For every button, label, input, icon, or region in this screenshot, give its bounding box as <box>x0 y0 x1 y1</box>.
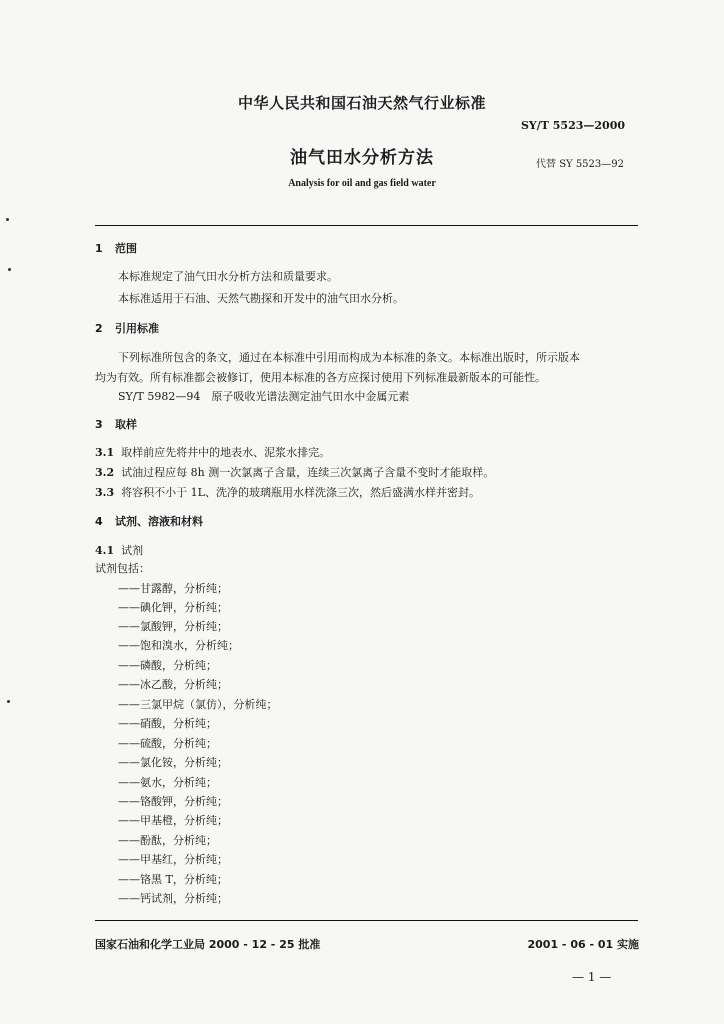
approval-statement: 国家石油和化学工业局 2000 - 12 - 25 批准 <box>95 938 321 951</box>
reagent-item: ——饱和溴水，分析纯； <box>118 639 239 652</box>
reagent-item: ——甲基橙，分析纯； <box>118 814 228 827</box>
subsection-4-1-heading: 4.1 试剂 <box>95 544 144 557</box>
reagent-item: ——氨水，分析纯； <box>118 776 217 789</box>
clause-3-3-text: 将容积不小于 1L、洗净的玻璃瓶用水样洗涤三次，然后盛满水样并密封。 <box>121 486 480 499</box>
clause-3-1-number: 3.1 <box>95 446 115 459</box>
header-divider <box>95 225 638 226</box>
clause-3-3 <box>95 484 480 500</box>
replaces-standard: 代替 SY 5523—92 <box>536 159 624 170</box>
clause-3-2-text: 试油过程应每 8h 测一次氯离子含量，连续三次氯离子含量不变时才能取样。 <box>121 466 495 479</box>
section-1-paragraph-1: 本标准规定了油气田水分析方法和质量要求。 <box>118 270 338 283</box>
section-2-paragraph-line-2: 均为有效。所有标准都会被修订，使用本标准的各方应探讨使用下列标准最新版本的可能性。 <box>95 371 546 384</box>
clause-3-2 <box>95 464 494 480</box>
section-4-heading: 4 试剂、溶液和材料 <box>95 515 203 528</box>
reagent-item: ——碘化钾，分析纯； <box>118 601 228 614</box>
section-1-heading: 1 范围 <box>95 242 137 255</box>
reagent-item: ——冰乙酸，分析纯； <box>118 678 228 691</box>
reagent-item: ——硝酸，分析纯； <box>118 717 217 730</box>
section-2-heading: 2 引用标准 <box>95 322 159 335</box>
issuing-authority-title: 中华人民共和国石油天然气行业标准 <box>237 94 486 112</box>
reagent-item: ——氯化铵，分析纯； <box>118 756 228 769</box>
reagent-item: ——磷酸，分析纯； <box>118 659 217 672</box>
reagent-item: ——钙试剂，分析纯； <box>118 892 228 905</box>
reagent-list-intro: 试剂包括： <box>95 562 150 575</box>
clause-3-2-number: 3.2 <box>95 466 115 479</box>
reagent-item: ——氯酸钾，分析纯； <box>118 620 228 633</box>
referenced-standard: SY/T 5982—94 原子吸收光谱法测定油气田水中金属元素 <box>118 390 410 403</box>
section-3-heading: 3 取样 <box>95 418 137 431</box>
clause-3-3-number: 3.3 <box>95 486 115 499</box>
footer-divider <box>95 920 638 921</box>
section-1-paragraph-2: 本标准适用于石油、天然气勘探和开发中的油气田水分析。 <box>118 292 404 305</box>
reagent-item: ——硫酸，分析纯； <box>118 737 217 750</box>
reagent-item: ——三氯甲烷（氯仿），分析纯； <box>118 698 278 711</box>
reagent-item: ——甘露醇，分析纯； <box>118 582 228 595</box>
clause-3-1 <box>95 444 330 460</box>
clause-3-1-text: 取样前应先将井中的地表水、泥浆水排完。 <box>121 446 331 459</box>
scan-speck <box>7 700 10 703</box>
scan-speck <box>6 218 9 221</box>
page-number: — 1 — <box>572 970 612 984</box>
section-2-paragraph-line-1: 下列标准所包含的条文，通过在本标准中引用而构成为本标准的条文。本标准出版时，所示版本 <box>118 351 580 364</box>
reagent-item: ——铬酸钾，分析纯； <box>118 795 228 808</box>
scan-speck <box>8 268 11 271</box>
reagent-item: ——甲基红，分析纯； <box>118 853 228 866</box>
reagent-item: ——铬黑 T，分析纯； <box>118 873 228 886</box>
standard-number: SY/T 5523—2000 <box>520 119 625 132</box>
reagent-item: ——酚酞，分析纯； <box>118 834 217 847</box>
english-title: Analysis for oil and gas field water <box>288 178 436 189</box>
document-title: 油气田水分析方法 <box>290 148 434 168</box>
effective-date: 2001 - 06 - 01 实施 <box>527 938 639 951</box>
